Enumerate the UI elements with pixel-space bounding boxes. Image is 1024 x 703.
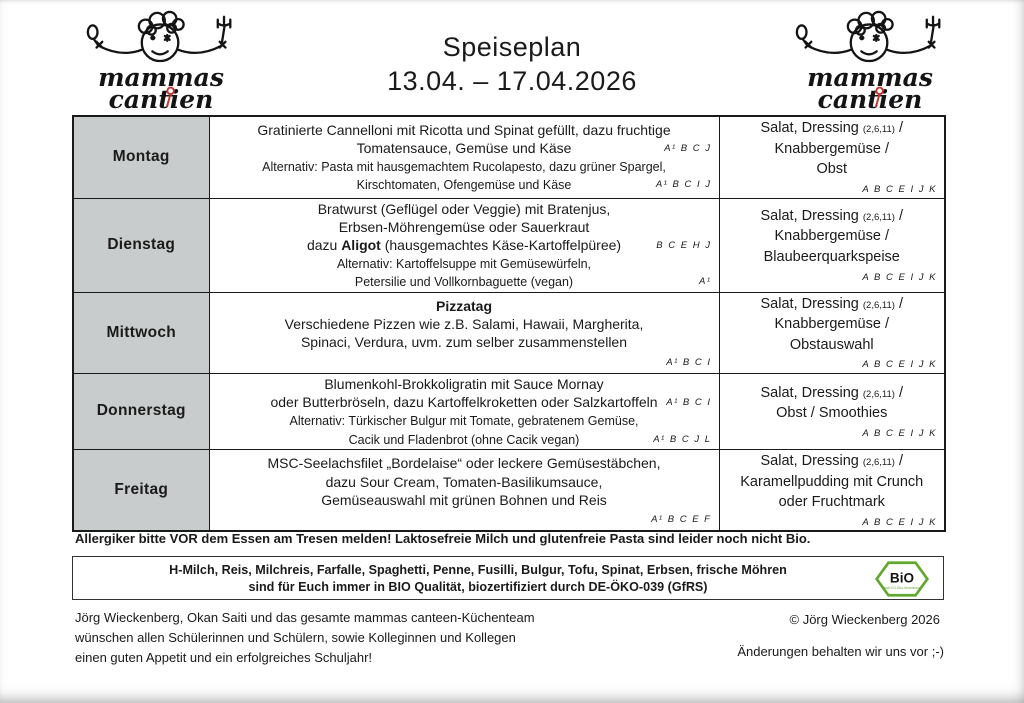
allergy-notice: Allergiker bitte VOR dem Essen am Tresen melden! Laktosefreie Milch und glutenfreie Pasta sind leider noch nicht Bio. bbox=[75, 531, 811, 546]
changes-disclaimer: Änderungen behalten wir uns vor ;-) bbox=[737, 644, 944, 659]
menu-line: Pizzatag bbox=[435, 298, 492, 315]
allergen-codes: B C E H J bbox=[656, 239, 712, 251]
kitchen-team-note bbox=[75, 608, 535, 668]
menu-line: Bratwurst (Geflügel oder Veggie) mit Bratenjus, bbox=[317, 200, 611, 217]
menu-line: Knabbergemüse / bbox=[774, 228, 889, 245]
side-menu-cell bbox=[719, 292, 945, 373]
side-menu-cell bbox=[719, 449, 945, 531]
menu-row bbox=[73, 292, 945, 373]
menu-line: Blaubeerquarkspeise bbox=[763, 248, 900, 265]
menu-line: oder Butterbröseln, dazu Kartoffelkroketten oder Salzkartoffeln A¹ B C I bbox=[270, 394, 712, 411]
bio-info-text bbox=[103, 562, 853, 596]
menu-line bbox=[214, 509, 715, 526]
main-menu-cell bbox=[209, 198, 719, 292]
menu-line: Salat, Dressing (2,6,11) / bbox=[760, 120, 903, 137]
menu-line: MSC-Seelachsfilet „Bordelaise“ oder leckere Gemüsestäbchen, bbox=[267, 455, 661, 472]
main-menu-cell bbox=[209, 373, 719, 449]
allergen-codes: A B C E I J K bbox=[862, 183, 937, 195]
menu-line bbox=[724, 513, 941, 530]
title-date-range: 13.04. – 17.04.2026 bbox=[387, 66, 637, 96]
child-drawing-icon bbox=[797, 12, 939, 61]
menu-line: Verschiedene Pizzen wie z.B. Salami, Hawaii, Margherita, bbox=[284, 316, 644, 333]
copyright-notice: © Jörg Wieckenberg 2026 bbox=[789, 612, 940, 627]
allergen-codes: A¹ B C I bbox=[666, 356, 712, 368]
bio-info-line2: sind für Euch immer in BIO Qualität, biozertifiziert durch DE-ÖKO-039 (GfRS) bbox=[248, 580, 708, 594]
day-label: Donnerstag bbox=[73, 373, 209, 449]
menu-line: Salat, Dressing (2,6,11) / bbox=[760, 207, 903, 224]
kitchen-team-note-line3: einen guten Appetit und ein erfolgreiches Schuljahr! bbox=[75, 650, 373, 666]
menu-line: Kirschtomaten, Ofengemüse und Käse A¹ B C I J bbox=[356, 178, 712, 193]
menu-line bbox=[724, 424, 941, 441]
menu-table-body bbox=[73, 116, 945, 531]
menu-line: Karamellpudding mit Crunch bbox=[740, 473, 924, 490]
main-menu-cell bbox=[209, 116, 719, 198]
mammas-canteen-logo bbox=[83, 10, 239, 112]
kitchen-team-note-line1: Jörg Wieckenberg, Okan Saiti und das gesamte mammas canteen-Küchenteam bbox=[75, 610, 535, 625]
child-drawing-icon bbox=[88, 12, 230, 61]
menu-line: dazu Aligot (hausgemachtes Käse-Kartoffelpüree) B C E H J bbox=[306, 236, 712, 253]
day-label: Montag bbox=[73, 116, 209, 198]
side-menu-cell bbox=[719, 116, 945, 198]
menu-line: Obstauswahl bbox=[789, 336, 874, 353]
bio-info-line1: H-Milch, Reis, Milchreis, Farfalle, Spaghetti, Penne, Fusilli, Bulgur, Tofu, Spinat, Erbsen, frische Möhren bbox=[169, 563, 787, 577]
allergen-codes: A¹ B C I J bbox=[655, 179, 712, 191]
menu-line: Blumenkohl-Brokkoligratin mit Sauce Mornay bbox=[324, 376, 604, 393]
menu-line: dazu Sour Cream, Tomaten-Basilikumsauce, bbox=[325, 473, 603, 490]
allergen-codes: A¹ B C I bbox=[666, 397, 712, 409]
menu-line: Salat, Dressing (2,6,11) / bbox=[760, 295, 903, 312]
logo-word-mammas: mammas bbox=[807, 63, 933, 93]
logo-word-canteen: cantien bbox=[108, 85, 214, 112]
day-label: Freitag bbox=[73, 449, 209, 531]
logo-word-canteen: cantien bbox=[817, 85, 923, 112]
logo-word-mammas: mammas bbox=[98, 63, 224, 93]
title-speiseplan: Speiseplan bbox=[442, 32, 582, 62]
menu-line: Cacik und Fladenbrot (ohne Cacik vegan) A¹ B C J L bbox=[348, 432, 712, 447]
menu-line: Alternativ: Pasta mit hausgemachtem Rucolapesto, dazu grüner Spargel, bbox=[262, 160, 666, 175]
menu-line: Spinaci, Verdura, uvm. zum selber zusammenstellen bbox=[300, 334, 628, 351]
allergen-codes: A B C E I J K bbox=[862, 271, 937, 283]
menu-line: oder Fruchtmark bbox=[778, 494, 885, 511]
allergen-codes: A¹ B C E F bbox=[651, 514, 712, 526]
allergen-codes: A¹ B C J L bbox=[653, 433, 712, 445]
bio-seal-subtext: nach EG-Öko-Verordnung bbox=[883, 585, 921, 590]
menu-line bbox=[724, 355, 941, 372]
day-label: Dienstag bbox=[73, 198, 209, 292]
menu-line bbox=[724, 180, 941, 197]
menu-line: Knabbergemüse / bbox=[774, 140, 889, 157]
side-menu-cell bbox=[719, 198, 945, 292]
bio-seal-icon bbox=[873, 560, 931, 598]
menu-line: Obst bbox=[816, 161, 848, 178]
allergen-codes: A B C E I J K bbox=[862, 359, 937, 371]
allergen-codes: A B C E I J K bbox=[862, 427, 937, 439]
mammas-canteen-logo bbox=[792, 10, 948, 112]
menu-row bbox=[73, 449, 945, 531]
allergen-codes: A¹ bbox=[699, 276, 712, 288]
bio-seal-label: BiO bbox=[889, 570, 915, 586]
bio-info-box bbox=[72, 556, 944, 600]
main-menu-cell bbox=[209, 292, 719, 373]
menu-line: Tomatensauce, Gemüse und Käse A¹ B C J bbox=[356, 140, 712, 156]
weekly-menu-table bbox=[72, 115, 946, 532]
menu-line: Alternativ: Türkischer Bulgur mit Tomate, gebratenem Gemüse, bbox=[289, 414, 639, 429]
day-label: Mittwoch bbox=[73, 292, 209, 373]
page-title bbox=[262, 30, 762, 98]
menu-row bbox=[73, 116, 945, 198]
allergen-codes: A¹ B C J bbox=[664, 142, 712, 154]
side-menu-cell bbox=[719, 373, 945, 449]
menu-line: Petersilie und Vollkornbaguette (vegan) A¹ bbox=[354, 275, 712, 290]
menu-line: Gemüseauswahl mit grünen Bohnen und Reis bbox=[321, 491, 607, 508]
kitchen-team-note-line2: wünschen allen Schülerinnen und Schülern, sowie Kolleginnen und Kollegen bbox=[75, 630, 516, 646]
allergen-codes: A B C E I J K bbox=[862, 516, 937, 528]
menu-line: Alternativ: Kartoffelsuppe mit Gemüsewürfeln, bbox=[336, 257, 592, 272]
menu-line bbox=[214, 352, 715, 369]
menu-line: Gratinierte Cannelloni mit Ricotta und Spinat gefüllt, dazu fruchtige bbox=[257, 121, 671, 138]
menu-line bbox=[724, 268, 941, 285]
main-menu-cell bbox=[209, 449, 719, 531]
menu-line: Obst / Smoothies bbox=[776, 405, 888, 422]
menu-line: Knabbergemüse / bbox=[774, 316, 889, 333]
menu-line: Salat, Dressing (2,6,11) / bbox=[760, 384, 903, 401]
menu-row bbox=[73, 373, 945, 449]
menu-line: Salat, Dressing (2,6,11) / bbox=[760, 453, 903, 470]
menu-line: Erbsen-Möhrengemüse oder Sauerkraut bbox=[338, 218, 590, 235]
menu-row bbox=[73, 198, 945, 292]
